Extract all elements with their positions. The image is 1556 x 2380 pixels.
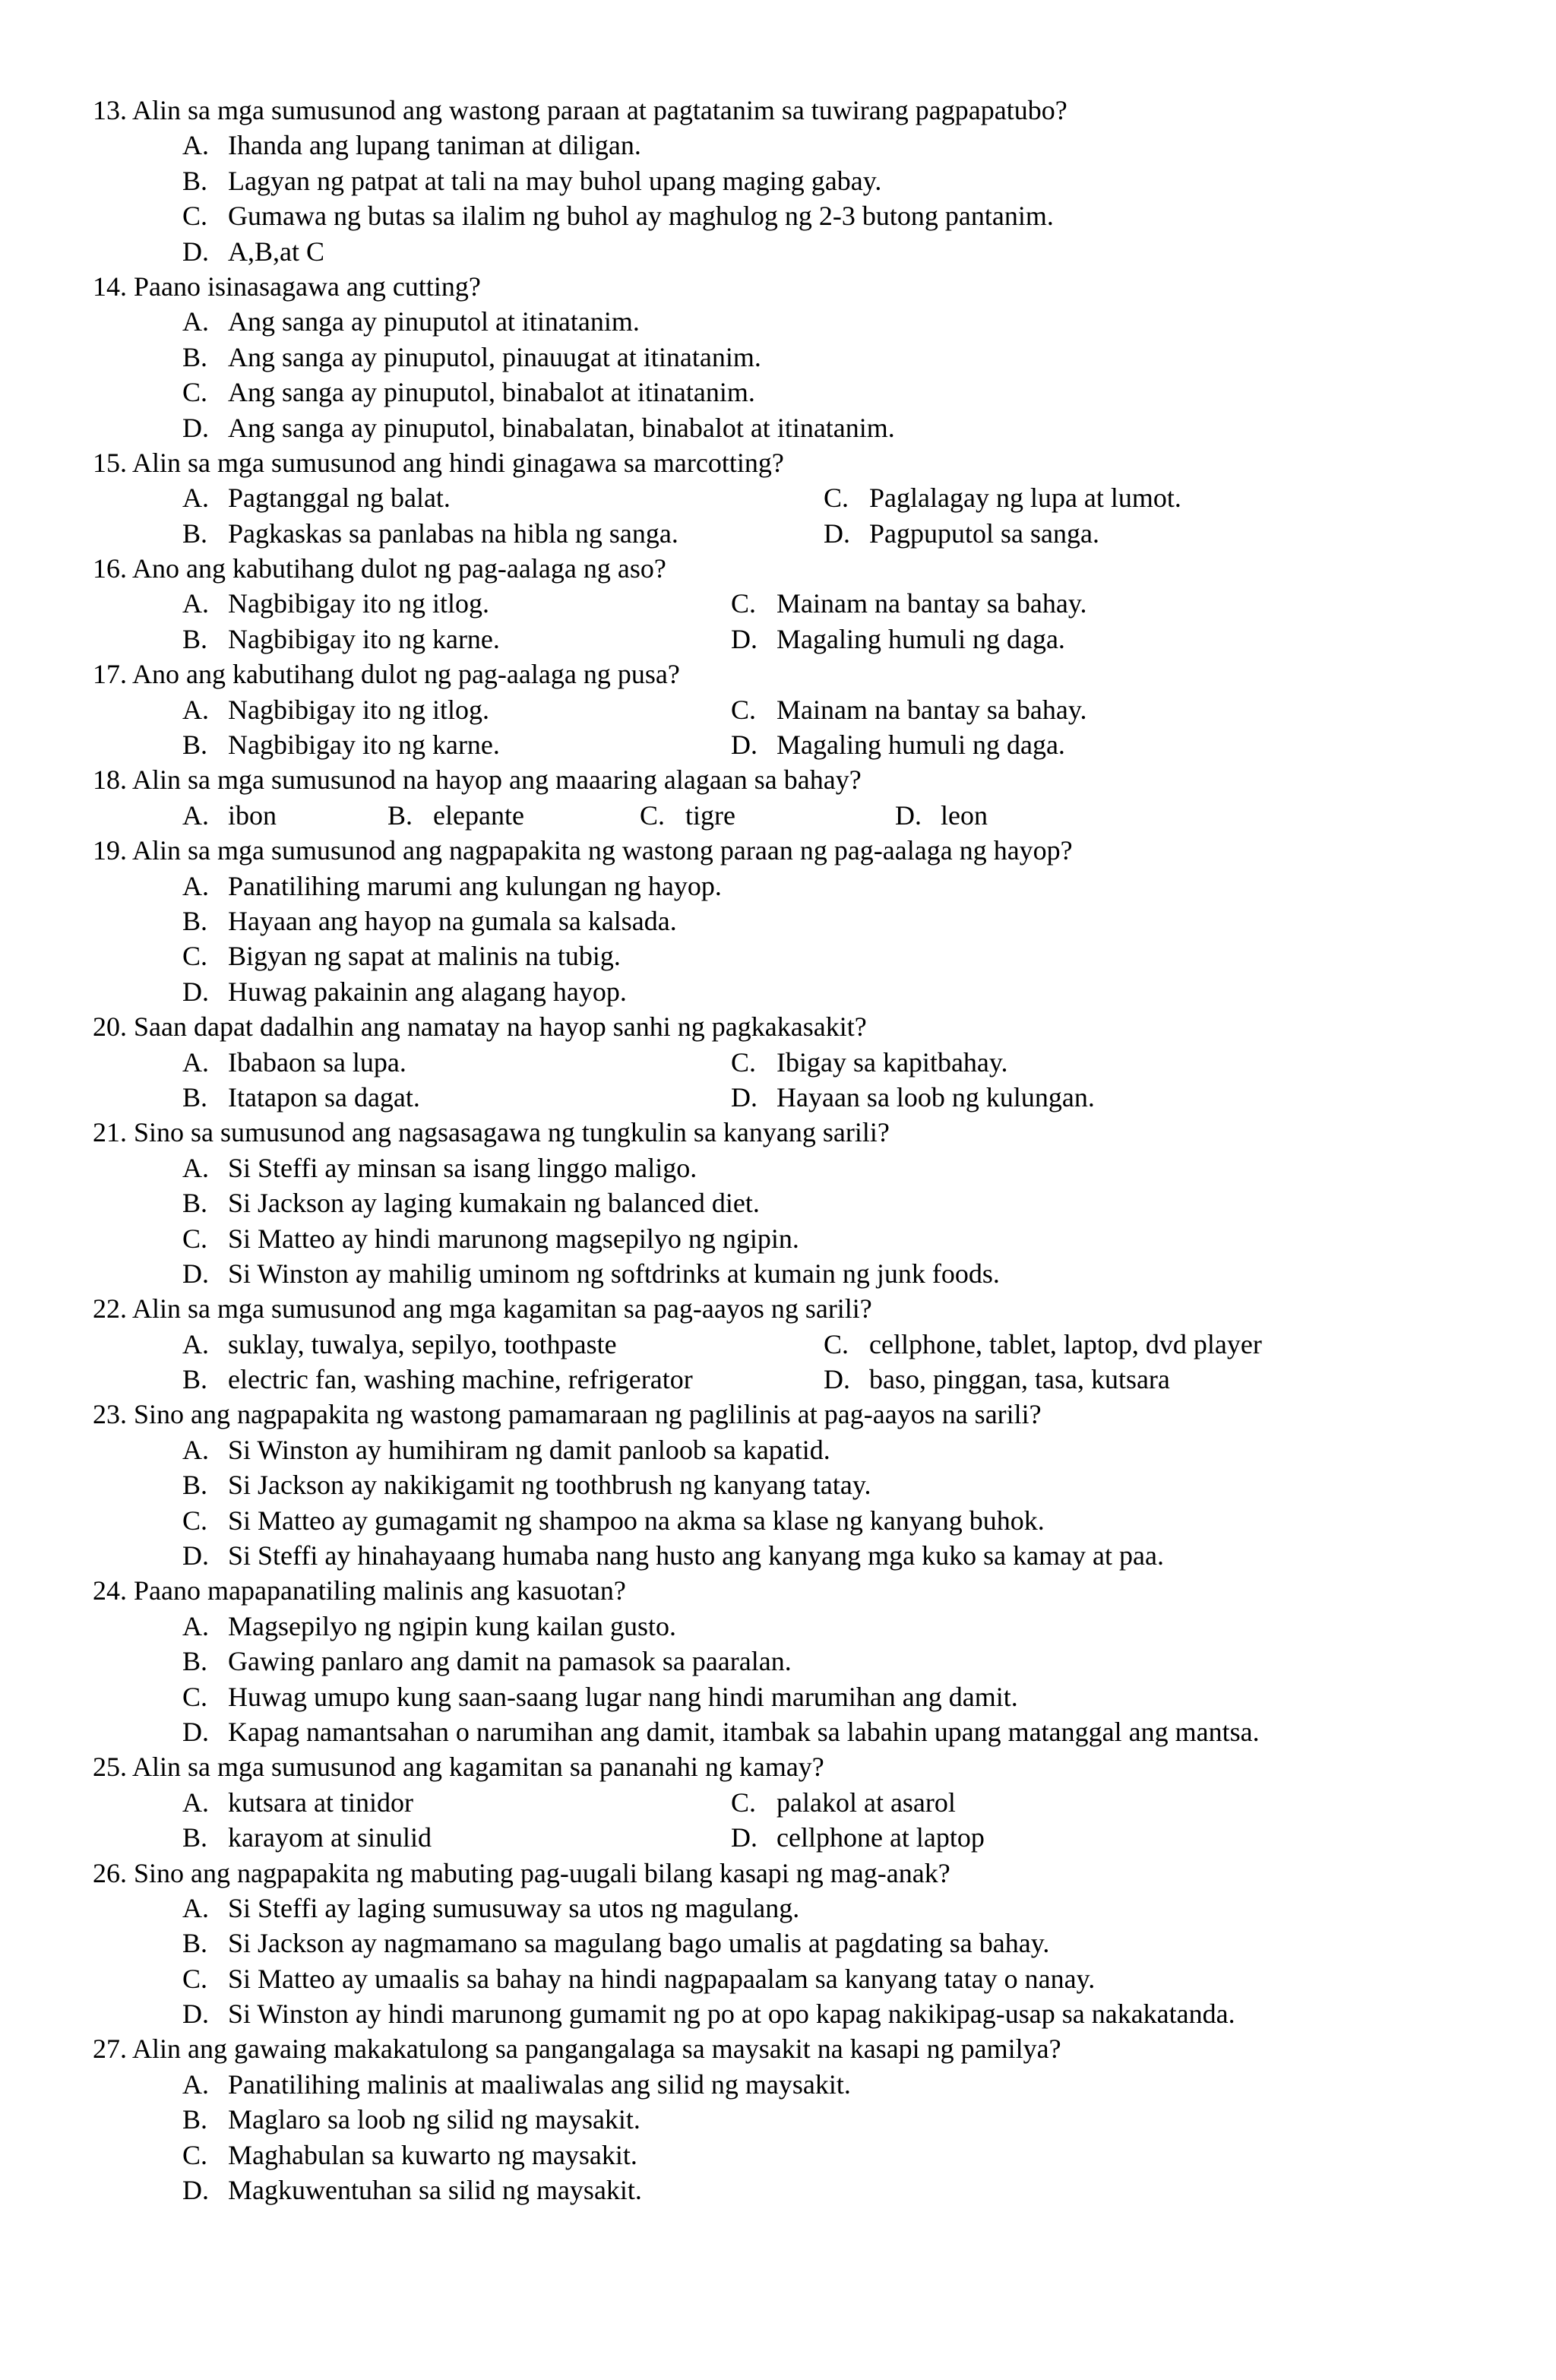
option-row — [0, 1185, 1556, 1220]
option-text: Itatapon sa dagat. — [228, 1081, 420, 1112]
option-letter: C. — [182, 1681, 208, 1712]
option-text: Lagyan ng patpat at tali na may buhol upang maging gabay. — [228, 165, 882, 196]
option-text: Kapag namantsahan o narumihan ang damit, itambak sa labahin upang matanggal ang mantsa. — [228, 1716, 1260, 1747]
option-text: Mainam na bantay sa bahay. — [776, 694, 1087, 725]
option-a — [182, 869, 722, 904]
option-letter: A. — [182, 1152, 209, 1183]
option-text: leon — [941, 799, 988, 831]
question-19 — [0, 833, 1556, 868]
option-a — [182, 1609, 676, 1644]
option-text: Huwag pakainin ang alagang hayop. — [228, 976, 627, 1007]
option-text: Gawing panlaro ang damit na pamasok sa paaralan. — [228, 1646, 792, 1677]
option-row — [0, 480, 1556, 515]
option-letter: D. — [182, 1999, 209, 2030]
option-text: Ibigay sa kapitbahay. — [776, 1046, 1008, 1078]
option-letter: B. — [182, 1646, 208, 1677]
question-22 — [0, 1291, 1556, 1326]
option-letter: C. — [731, 1787, 757, 1818]
questions-block — [0, 93, 1556, 2208]
option-b — [182, 1644, 792, 1679]
option-row — [0, 586, 1556, 621]
option-text: Ihanda ang lupang taniman at diligan. — [228, 130, 641, 161]
option-letter: B. — [182, 905, 208, 936]
option-text: Nagbibigay ito ng itlog. — [228, 588, 489, 619]
option-c — [731, 1785, 956, 1820]
question-26-text: 26. Sino ang nagpapakita ng mabuting pag-uugali bilang kasapi ng mag-anak? — [93, 1857, 950, 1888]
option-text: Panatilihing marumi ang kulungan ng hayop. — [228, 870, 722, 901]
option-row — [0, 798, 1556, 833]
option-row — [0, 198, 1556, 233]
question-20-text: 20. Saan dapat dadalhin ang namatay na hayop sanhi ng pagkakasakit? — [93, 1011, 867, 1043]
option-letter: B. — [182, 1822, 208, 1853]
option-letter: D. — [182, 1716, 209, 1747]
question-25 — [0, 1749, 1556, 1784]
option-row — [0, 974, 1556, 1009]
option-letter: B. — [182, 1081, 208, 1112]
option-a — [182, 2067, 851, 2102]
question-19-text: 19. Alin sa mga sumusunod ang nagpapakita ng wastong paraan ng pag-aalaga ng hayop? — [93, 835, 1073, 866]
option-letter: C. — [731, 694, 757, 725]
option-a — [182, 692, 489, 727]
option-row — [0, 1080, 1556, 1115]
option-d — [182, 410, 895, 445]
option-letter: C. — [824, 483, 849, 514]
option-letter: B. — [182, 1470, 208, 1501]
question-20 — [0, 1009, 1556, 1044]
option-row — [0, 1045, 1556, 1080]
question-23-text: 23. Sino ang nagpapakita ng wastong pamamaraan ng paglilinis at pag-aayos na sarili? — [93, 1399, 1042, 1430]
option-text: Si Steffi ay hinahayaang humaba nang husto ang kanyang mga kuko sa kamay at paa. — [228, 1540, 1164, 1571]
option-text: Si Winston ay hindi marunong gumamit ng po at opo kapag nakikipag-usap sa nakakatanda. — [228, 1999, 1235, 2030]
option-text: Mainam na bantay sa bahay. — [776, 588, 1087, 619]
option-b — [182, 727, 500, 762]
option-text: Ibabaon sa lupa. — [228, 1046, 406, 1078]
option-b — [182, 1467, 871, 1502]
option-text: Si Jackson ay nakikigamit ng toothbrush ng kanyang tatay. — [228, 1470, 871, 1501]
option-b — [387, 798, 524, 833]
option-letter: B. — [182, 341, 208, 372]
option-row — [0, 2102, 1556, 2137]
option-text: Magaling humuli ng daga. — [776, 730, 1065, 761]
option-text: Si Jackson ay laging kumakain ng balanced diet. — [228, 1188, 760, 1219]
option-c — [824, 1327, 1262, 1362]
option-letter: A. — [182, 306, 209, 337]
option-d — [824, 516, 1099, 551]
question-22-text: 22. Alin sa mga sumusunod ang mga kagamitan sa pag-aayos ng sarili? — [93, 1293, 872, 1325]
option-text: palakol at asarol — [776, 1787, 956, 1818]
option-b — [182, 904, 677, 938]
option-d — [182, 1538, 1164, 1573]
option-row — [0, 304, 1556, 339]
option-a — [182, 1891, 799, 1926]
option-letter: C. — [182, 1963, 208, 1994]
option-text: Nagbibigay ito ng karne. — [228, 623, 500, 654]
option-c — [182, 1221, 799, 1256]
option-letter: D. — [731, 1822, 757, 1853]
question-18-text: 18. Alin sa mga sumusunod na hayop ang maaaring alagaan sa bahay? — [93, 764, 862, 796]
question-27-text: 27. Alin ang gawaing makakatulong sa pangangalaga sa maysakit na kasapi ng pamilya? — [93, 2033, 1061, 2065]
option-row — [0, 1327, 1556, 1362]
option-c — [182, 2138, 637, 2173]
option-letter: A. — [182, 2068, 209, 2100]
option-text: Hayaan sa loob ng kulungan. — [776, 1081, 1095, 1112]
question-23 — [0, 1397, 1556, 1432]
option-row — [0, 2067, 1556, 2102]
option-text: Nagbibigay ito ng karne. — [228, 730, 500, 761]
option-row — [0, 234, 1556, 269]
option-b — [182, 340, 761, 375]
option-b — [182, 1080, 420, 1115]
option-letter: D. — [824, 517, 850, 549]
option-text: Si Winston ay humihiram ng damit panloob sa kapatid. — [228, 1434, 830, 1465]
option-a — [182, 1785, 413, 1820]
option-row — [0, 1467, 1556, 1502]
option-c — [731, 692, 1087, 727]
option-row — [0, 2138, 1556, 2173]
option-letter: D. — [731, 1081, 757, 1112]
option-text: Hayaan ang hayop na gumala sa kalsada. — [228, 905, 677, 936]
option-letter: D. — [182, 1540, 209, 1571]
option-text: suklay, tuwalya, sepilyo, toothpaste — [228, 1328, 617, 1359]
option-d — [182, 234, 324, 269]
option-row — [0, 1644, 1556, 1679]
option-letter: C. — [824, 1328, 849, 1359]
option-c — [182, 375, 755, 410]
option-row — [0, 1996, 1556, 2031]
option-letter: C. — [182, 1223, 208, 1254]
option-row — [0, 1150, 1556, 1185]
option-letter: B. — [182, 1928, 208, 1959]
question-14 — [0, 269, 1556, 304]
option-text: Gumawa ng butas sa ilalim ng buhol ay maghulog ng 2-3 butong pantanim. — [228, 201, 1054, 232]
question-27 — [0, 2031, 1556, 2066]
option-d — [182, 974, 627, 1009]
option-d — [824, 1362, 1170, 1397]
option-letter: B. — [182, 517, 208, 549]
question-15-text: 15. Alin sa mga sumusunod ang hindi ginagawa sa marcotting? — [93, 447, 784, 478]
option-row — [0, 128, 1556, 163]
option-d — [731, 727, 1065, 762]
option-text: Si Matteo ay gumagamit ng shampoo na akma sa klase ng kanyang buhok. — [228, 1505, 1045, 1536]
option-text: Ang sanga ay pinuputol, pinauugat at itinatanim. — [228, 341, 761, 372]
option-row — [0, 1538, 1556, 1573]
option-text: Si Matteo ay hindi marunong magsepilyo ng ngipin. — [228, 1223, 799, 1254]
option-text: electric fan, washing machine, refrigerator — [228, 1364, 693, 1395]
option-row — [0, 1891, 1556, 1926]
option-c — [182, 198, 1054, 233]
option-text: elepante — [433, 799, 524, 831]
option-row — [0, 1362, 1556, 1397]
option-b — [182, 1185, 760, 1220]
option-text: Magsepilyo ng ngipin kung kailan gusto. — [228, 1610, 676, 1641]
option-b — [182, 516, 678, 551]
option-letter: C. — [182, 201, 208, 232]
option-row — [0, 1679, 1556, 1714]
option-letter: D. — [182, 236, 209, 267]
option-text: Magaling humuli ng daga. — [776, 623, 1065, 654]
option-row — [0, 1785, 1556, 1820]
option-letter: D. — [895, 799, 922, 831]
question-17-text: 17. Ano ang kabutihang dulot ng pag-aalaga ng pusa? — [93, 659, 680, 690]
option-letter: D. — [182, 976, 209, 1007]
option-letter: C. — [182, 1505, 208, 1536]
option-b — [182, 1820, 432, 1855]
option-row — [0, 1820, 1556, 1855]
option-d — [182, 1714, 1260, 1749]
option-a — [182, 586, 489, 621]
question-17 — [0, 657, 1556, 692]
option-letter: C. — [182, 377, 208, 408]
option-row — [0, 1503, 1556, 1538]
option-d — [182, 1256, 1000, 1291]
option-text: tigre — [685, 799, 735, 831]
option-c — [182, 1679, 1018, 1714]
option-letter: C. — [640, 799, 666, 831]
option-row — [0, 2173, 1556, 2208]
option-text: Paglalagay ng lupa at lumot. — [869, 483, 1181, 514]
option-row — [0, 1609, 1556, 1644]
option-d — [731, 622, 1065, 657]
option-letter: A. — [182, 694, 209, 725]
option-a — [182, 798, 277, 833]
option-letter: C. — [731, 588, 757, 619]
option-letter: B. — [182, 2104, 208, 2135]
option-letter: D. — [731, 730, 757, 761]
question-21-text: 21. Sino sa sumusunod ang nagsasagawa ng tungkulin sa kanyang sarili? — [93, 1117, 890, 1148]
option-letter: A. — [182, 1787, 209, 1818]
option-c — [182, 1503, 1045, 1538]
option-text: ibon — [228, 799, 277, 831]
option-row — [0, 163, 1556, 198]
option-a — [182, 1045, 406, 1080]
option-a — [182, 128, 641, 163]
option-letter: A. — [182, 588, 209, 619]
question-15 — [0, 445, 1556, 480]
option-text: Si Matteo ay umaalis sa bahay na hindi nagpapaalam sa kanyang tatay o nanay. — [228, 1963, 1096, 1994]
option-letter: A. — [182, 799, 209, 831]
option-text: Pagkaskas sa panlabas na hibla ng sanga. — [228, 517, 678, 549]
option-row — [0, 1432, 1556, 1467]
question-24-text: 24. Paano mapapanatiling malinis ang kasuotan? — [93, 1575, 626, 1606]
option-letter: C. — [182, 2139, 208, 2170]
option-row — [0, 1961, 1556, 1996]
option-b — [182, 1926, 1049, 1961]
option-row — [0, 340, 1556, 375]
option-d — [182, 2173, 642, 2208]
option-c — [182, 1961, 1095, 1996]
option-text: Panatilihing malinis at maaliwalas ang silid ng maysakit. — [228, 2068, 851, 2100]
option-c — [731, 1045, 1008, 1080]
question-16 — [0, 551, 1556, 586]
option-a — [182, 480, 451, 515]
option-text: cellphone, tablet, laptop, dvd player — [869, 1328, 1262, 1359]
option-b — [182, 622, 500, 657]
option-text: Huwag umupo kung saan-saang lugar nang hindi marumihan ang damit. — [228, 1681, 1018, 1712]
question-16-text: 16. Ano ang kabutihang dulot ng pag-aalaga ng aso? — [93, 553, 666, 584]
option-letter: A. — [182, 483, 209, 514]
option-text: karayom at sinulid — [228, 1822, 432, 1853]
option-letter: A. — [182, 1892, 209, 1923]
option-c — [182, 938, 621, 973]
option-text: baso, pinggan, tasa, kutsara — [869, 1364, 1170, 1395]
option-c — [731, 586, 1087, 621]
option-letter: A. — [182, 1046, 209, 1078]
option-letter: D. — [824, 1364, 850, 1395]
question-18 — [0, 762, 1556, 797]
option-row — [0, 869, 1556, 904]
option-row — [0, 1714, 1556, 1749]
option-c — [640, 798, 735, 833]
option-text: Si Steffi ay minsan sa isang linggo maligo. — [228, 1152, 697, 1183]
question-13 — [0, 93, 1556, 128]
option-a — [182, 1327, 617, 1362]
option-d — [895, 798, 988, 833]
question-25-text: 25. Alin sa mga sumusunod ang kagamitan sa pananahi ng kamay? — [93, 1752, 824, 1783]
option-a — [182, 1432, 830, 1467]
option-b — [182, 2102, 640, 2137]
option-letter: A. — [182, 130, 209, 161]
option-text: Ang sanga ay pinuputol, binabalot at itinatanim. — [228, 377, 755, 408]
question-21 — [0, 1115, 1556, 1150]
option-row — [0, 375, 1556, 410]
question-14-text: 14. Paano isinasagawa ang cutting? — [93, 271, 481, 302]
option-text: Bigyan ng sapat at malinis na tubig. — [228, 941, 621, 972]
option-row — [0, 938, 1556, 973]
option-text: Pagpuputol sa sanga. — [869, 517, 1099, 549]
option-b — [182, 163, 881, 198]
option-a — [182, 1150, 697, 1185]
option-row — [0, 410, 1556, 445]
option-letter: D. — [182, 2175, 209, 2206]
option-text: Maglaro sa loob ng silid ng maysakit. — [228, 2104, 640, 2135]
option-text: Ang sanga ay pinuputol at itinatanim. — [228, 306, 640, 337]
option-letter: B. — [182, 1188, 208, 1219]
option-text: Ang sanga ay pinuputol, binabalatan, binabalot at itinatanim. — [228, 412, 895, 443]
option-row — [0, 622, 1556, 657]
option-letter: D. — [182, 1258, 209, 1289]
option-text: A,B,at C — [228, 236, 325, 267]
option-c — [824, 480, 1181, 515]
option-d — [182, 1996, 1235, 2031]
question-26 — [0, 1856, 1556, 1891]
option-letter: A. — [182, 1328, 209, 1359]
option-letter: D. — [731, 623, 757, 654]
option-text: kutsara at tinidor — [228, 1787, 413, 1818]
option-letter: B. — [182, 1364, 208, 1395]
option-text: Si Winston ay mahilig uminom ng softdrinks at kumain ng junk foods. — [228, 1258, 1000, 1289]
option-letter: D. — [182, 412, 209, 443]
option-letter: B. — [182, 730, 208, 761]
question-13-text: 13. Alin sa mga sumusunod ang wastong paraan at pagtatanim sa tuwirang pagpapatubo? — [93, 95, 1067, 125]
option-d — [731, 1080, 1095, 1115]
option-text: cellphone at laptop — [776, 1822, 985, 1853]
option-text: Si Steffi ay laging sumusuway sa utos ng magulang. — [228, 1892, 800, 1923]
option-row — [0, 904, 1556, 938]
option-text: Nagbibigay ito ng itlog. — [228, 694, 489, 725]
option-letter: C. — [731, 1046, 757, 1078]
option-letter: A. — [182, 1434, 209, 1465]
option-text: Si Jackson ay nagmamano sa magulang bago umalis at pagdating sa bahay. — [228, 1928, 1050, 1959]
option-letter: A. — [182, 1610, 209, 1641]
option-row — [0, 516, 1556, 551]
option-letter: C. — [182, 941, 208, 972]
option-letter: B. — [182, 623, 208, 654]
option-b — [182, 1362, 693, 1397]
option-text: Magkuwentuhan sa silid ng maysakit. — [228, 2175, 642, 2206]
option-row — [0, 727, 1556, 762]
option-letter: B. — [182, 165, 208, 196]
option-text: Pagtanggal ng balat. — [228, 483, 451, 514]
option-text: Maghabulan sa kuwarto ng maysakit. — [228, 2139, 637, 2170]
option-d — [731, 1820, 985, 1855]
option-row — [0, 1256, 1556, 1291]
option-letter: A. — [182, 870, 209, 901]
option-a — [182, 304, 640, 339]
question-24 — [0, 1573, 1556, 1608]
option-row — [0, 1926, 1556, 1961]
option-row — [0, 692, 1556, 727]
option-row — [0, 1221, 1556, 1256]
option-letter: B. — [387, 799, 413, 831]
